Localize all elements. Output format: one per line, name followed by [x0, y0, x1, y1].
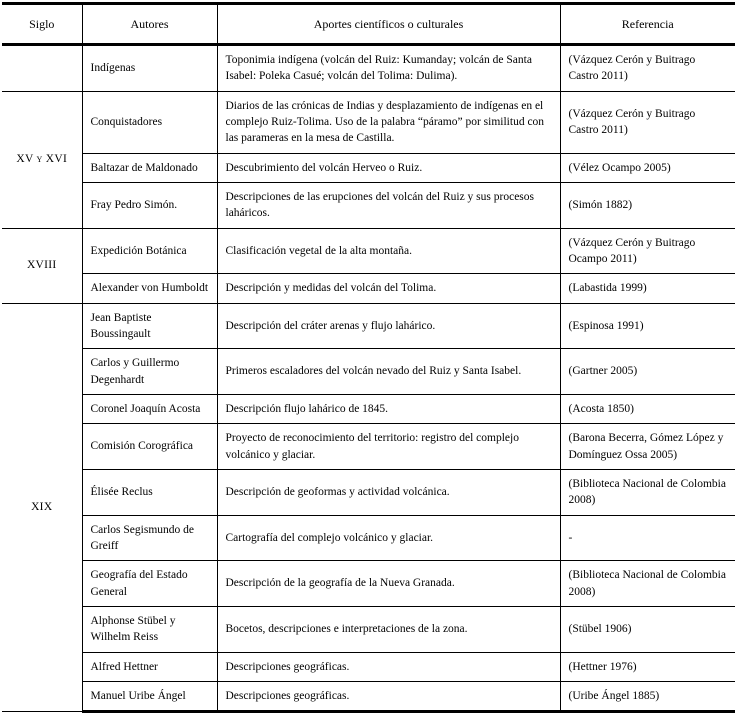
column-header-siglo: Siglo	[2, 4, 82, 45]
cell-referencia: (Gartner 2005)	[560, 349, 735, 395]
table-container	[0, 2, 737, 707]
cell-aportes: Diarios de las crónicas de Indias y desplazamiento de indígenas en el complejo Ruiz-Tolima. Uso de la palabra “páramo” por similitud con las parameras en la mesa de Castilla.	[217, 91, 560, 153]
table-row	[2, 394, 735, 423]
cell-referencia: (Simón 1882)	[560, 182, 735, 228]
cell-autores: Expedición Botánica	[82, 228, 217, 274]
cell-referencia: (Espinosa 1991)	[560, 303, 735, 349]
table-row	[2, 228, 735, 274]
cell-referencia: (Hettner 1976)	[560, 652, 735, 681]
cell-autores: Manuel Uribe Ángel	[82, 681, 217, 711]
cell-referencia: (Barona Becerra, Gómez López y Domínguez Ossa 2005)	[560, 424, 735, 470]
cell-aportes: Descripción y medidas del volcán del Tolima.	[217, 274, 560, 303]
cell-aportes: Cartografía del complejo volcánico y glaciar.	[217, 515, 560, 561]
cell-referencia: (Vélez Ocampo 2005)	[560, 153, 735, 182]
cell-autores: Baltazar de Maldonado	[82, 153, 217, 182]
cell-autores: Indígenas	[82, 45, 217, 92]
cell-referencia: (Acosta 1850)	[560, 394, 735, 423]
table-row	[2, 606, 735, 652]
cell-autores: Carlos Segismundo de Greiff	[82, 515, 217, 561]
cell-referencia: -	[560, 515, 735, 561]
cell-aportes: Descripción del cráter arenas y flujo lahárico.	[217, 303, 560, 349]
table-row	[2, 561, 735, 607]
cell-autores: Geografía del Estado General	[82, 561, 217, 607]
cell-aportes: Clasificación vegetal de la alta montaña.	[217, 228, 560, 274]
cell-siglo: XV y XVI	[2, 91, 82, 228]
cell-autores: Comisión Corográfica	[82, 424, 217, 470]
cell-referencia: (Uribe Ángel 1885)	[560, 681, 735, 711]
column-header-referencia: Referencia	[560, 4, 735, 45]
cell-referencia: (Vázquez Cerón y Buitrago Castro 2011)	[560, 91, 735, 153]
cell-siglo: XVIII	[2, 228, 82, 303]
table-header-row	[2, 4, 735, 45]
cell-aportes: Bocetos, descripciones e interpretaciones de la zona.	[217, 606, 560, 652]
cell-siglo	[2, 45, 82, 92]
cell-autores: Coronel Joaquín Acosta	[82, 394, 217, 423]
column-header-autores: Autores	[82, 4, 217, 45]
cell-aportes: Toponimia indígena (volcán del Ruiz: Kumanday; volcán de Santa Isabel: Poleka Casué; volcán del Tolima: Dulima).	[217, 45, 560, 92]
cell-referencia: (Vázquez Cerón y Buitrago Castro 2011)	[560, 45, 735, 92]
column-header-aportes: Aportes científicos o culturales	[217, 4, 560, 45]
cell-autores: Alfred Hettner	[82, 652, 217, 681]
table-row	[2, 303, 735, 349]
table-header	[2, 4, 735, 45]
table-row	[2, 349, 735, 395]
cell-aportes: Descripciones de las erupciones del volcán del Ruiz y sus procesos laháricos.	[217, 182, 560, 228]
cell-referencia: (Stübel 1906)	[560, 606, 735, 652]
cell-siglo: XIX	[2, 303, 82, 712]
cell-referencia: (Labastida 1999)	[560, 274, 735, 303]
cell-autores: Fray Pedro Simón.	[82, 182, 217, 228]
contributions-table	[2, 2, 735, 713]
table-row	[2, 45, 735, 92]
table-row	[2, 681, 735, 711]
table-row	[2, 91, 735, 153]
cell-autores: Alexander von Humboldt	[82, 274, 217, 303]
cell-aportes: Descripción de geoformas y actividad volcánica.	[217, 469, 560, 515]
cell-referencia: (Biblioteca Nacional de Colombia 2008)	[560, 469, 735, 515]
table-row	[2, 424, 735, 470]
table-row	[2, 469, 735, 515]
cell-autores: Conquistadores	[82, 91, 217, 153]
cell-autores: Carlos y Guillermo Degenhardt	[82, 349, 217, 395]
cell-referencia: (Biblioteca Nacional de Colombia 2008)	[560, 561, 735, 607]
table-row	[2, 182, 735, 228]
table-row	[2, 515, 735, 561]
cell-autores: Élisée Reclus	[82, 469, 217, 515]
cell-aportes: Primeros escaladores del volcán nevado del Ruiz y Santa Isabel.	[217, 349, 560, 395]
cell-aportes: Descripción de la geografía de la Nueva Granada.	[217, 561, 560, 607]
cell-aportes: Descripciones geográficas.	[217, 652, 560, 681]
cell-autores: Alphonse Stübel y Wilhelm Reiss	[82, 606, 217, 652]
cell-autores: Jean Baptiste Boussingault	[82, 303, 217, 349]
cell-aportes: Descripción flujo lahárico de 1845.	[217, 394, 560, 423]
table-body	[2, 45, 735, 712]
cell-aportes: Descubrimiento del volcán Herveo o Ruiz.	[217, 153, 560, 182]
table-row	[2, 652, 735, 681]
cell-aportes: Proyecto de reconocimiento del territorio: registro del complejo volcánico y glaciar.	[217, 424, 560, 470]
table-row	[2, 153, 735, 182]
table-row	[2, 274, 735, 303]
cell-aportes: Descripciones geográficas.	[217, 681, 560, 711]
cell-referencia: (Vázquez Cerón y Buitrago Ocampo 2011)	[560, 228, 735, 274]
